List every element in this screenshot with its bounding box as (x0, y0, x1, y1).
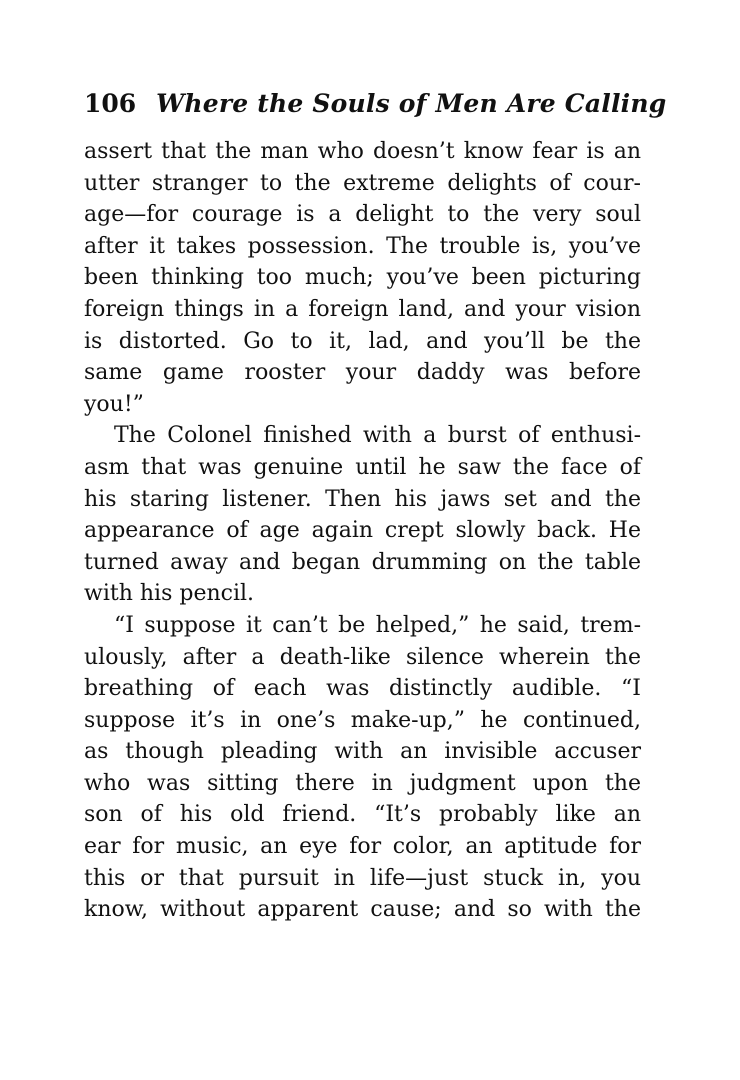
paragraph-end-line: with his pencil. (84, 581, 255, 607)
paragraph-start-line: “I suppose it can’t be helped,” he said, trem- (114, 612, 641, 638)
page-number: 106 (84, 89, 137, 118)
text-line: age—for courage is a delight to the very soul (84, 202, 641, 228)
text-line: utter stranger to the extreme delights of cour- (84, 170, 641, 196)
text-line: this or that pursuit in life—just stuck in, you (84, 865, 641, 891)
text-line: turned away and began drumming on the table (84, 549, 641, 575)
paragraph-start-line: The Colonel finished with a burst of enthusi- (114, 423, 641, 449)
text-line: know, without apparent cause; and so with the (84, 897, 641, 923)
body-text (84, 136, 641, 926)
paragraph-end-line: you!” (84, 391, 144, 417)
text-line: son of his old friend. “It’s probably like an (84, 802, 641, 828)
text-line: who was sitting there in judgment upon the (84, 770, 641, 796)
text-line: been thinking too much; you’ve been picturing (84, 265, 641, 291)
text-line: as though pleading with an invisible accuser (84, 739, 641, 765)
text-line: assert that the man who doesn’t know fear is an (84, 139, 641, 164)
text-line: same game rooster your daddy was before (84, 360, 641, 386)
running-header (84, 84, 667, 124)
text-line: suppose it’s in one’s make-up,” he continued, (84, 707, 641, 733)
text-line: ulously, after a death-like silence wherein the (84, 644, 641, 670)
running-title: Where the Souls of Men Are Calling (156, 89, 667, 118)
text-line: asm that was genuine until he saw the face of (84, 454, 641, 480)
text-line: foreign things in a foreign land, and your vision (84, 296, 641, 322)
text-line: his staring listener. Then his jaws set and the (84, 486, 641, 512)
text-line: after it takes possession. The trouble is, you’ve (84, 233, 641, 259)
text-line: breathing of each was distinctly audible. “I (84, 676, 641, 702)
text-line: appearance of age again crept slowly back. He (84, 518, 641, 544)
text-line: is distorted. Go to it, lad, and you’ll be the (84, 328, 641, 354)
text-line: ear for music, an eye for color, an aptitude for (84, 834, 641, 860)
